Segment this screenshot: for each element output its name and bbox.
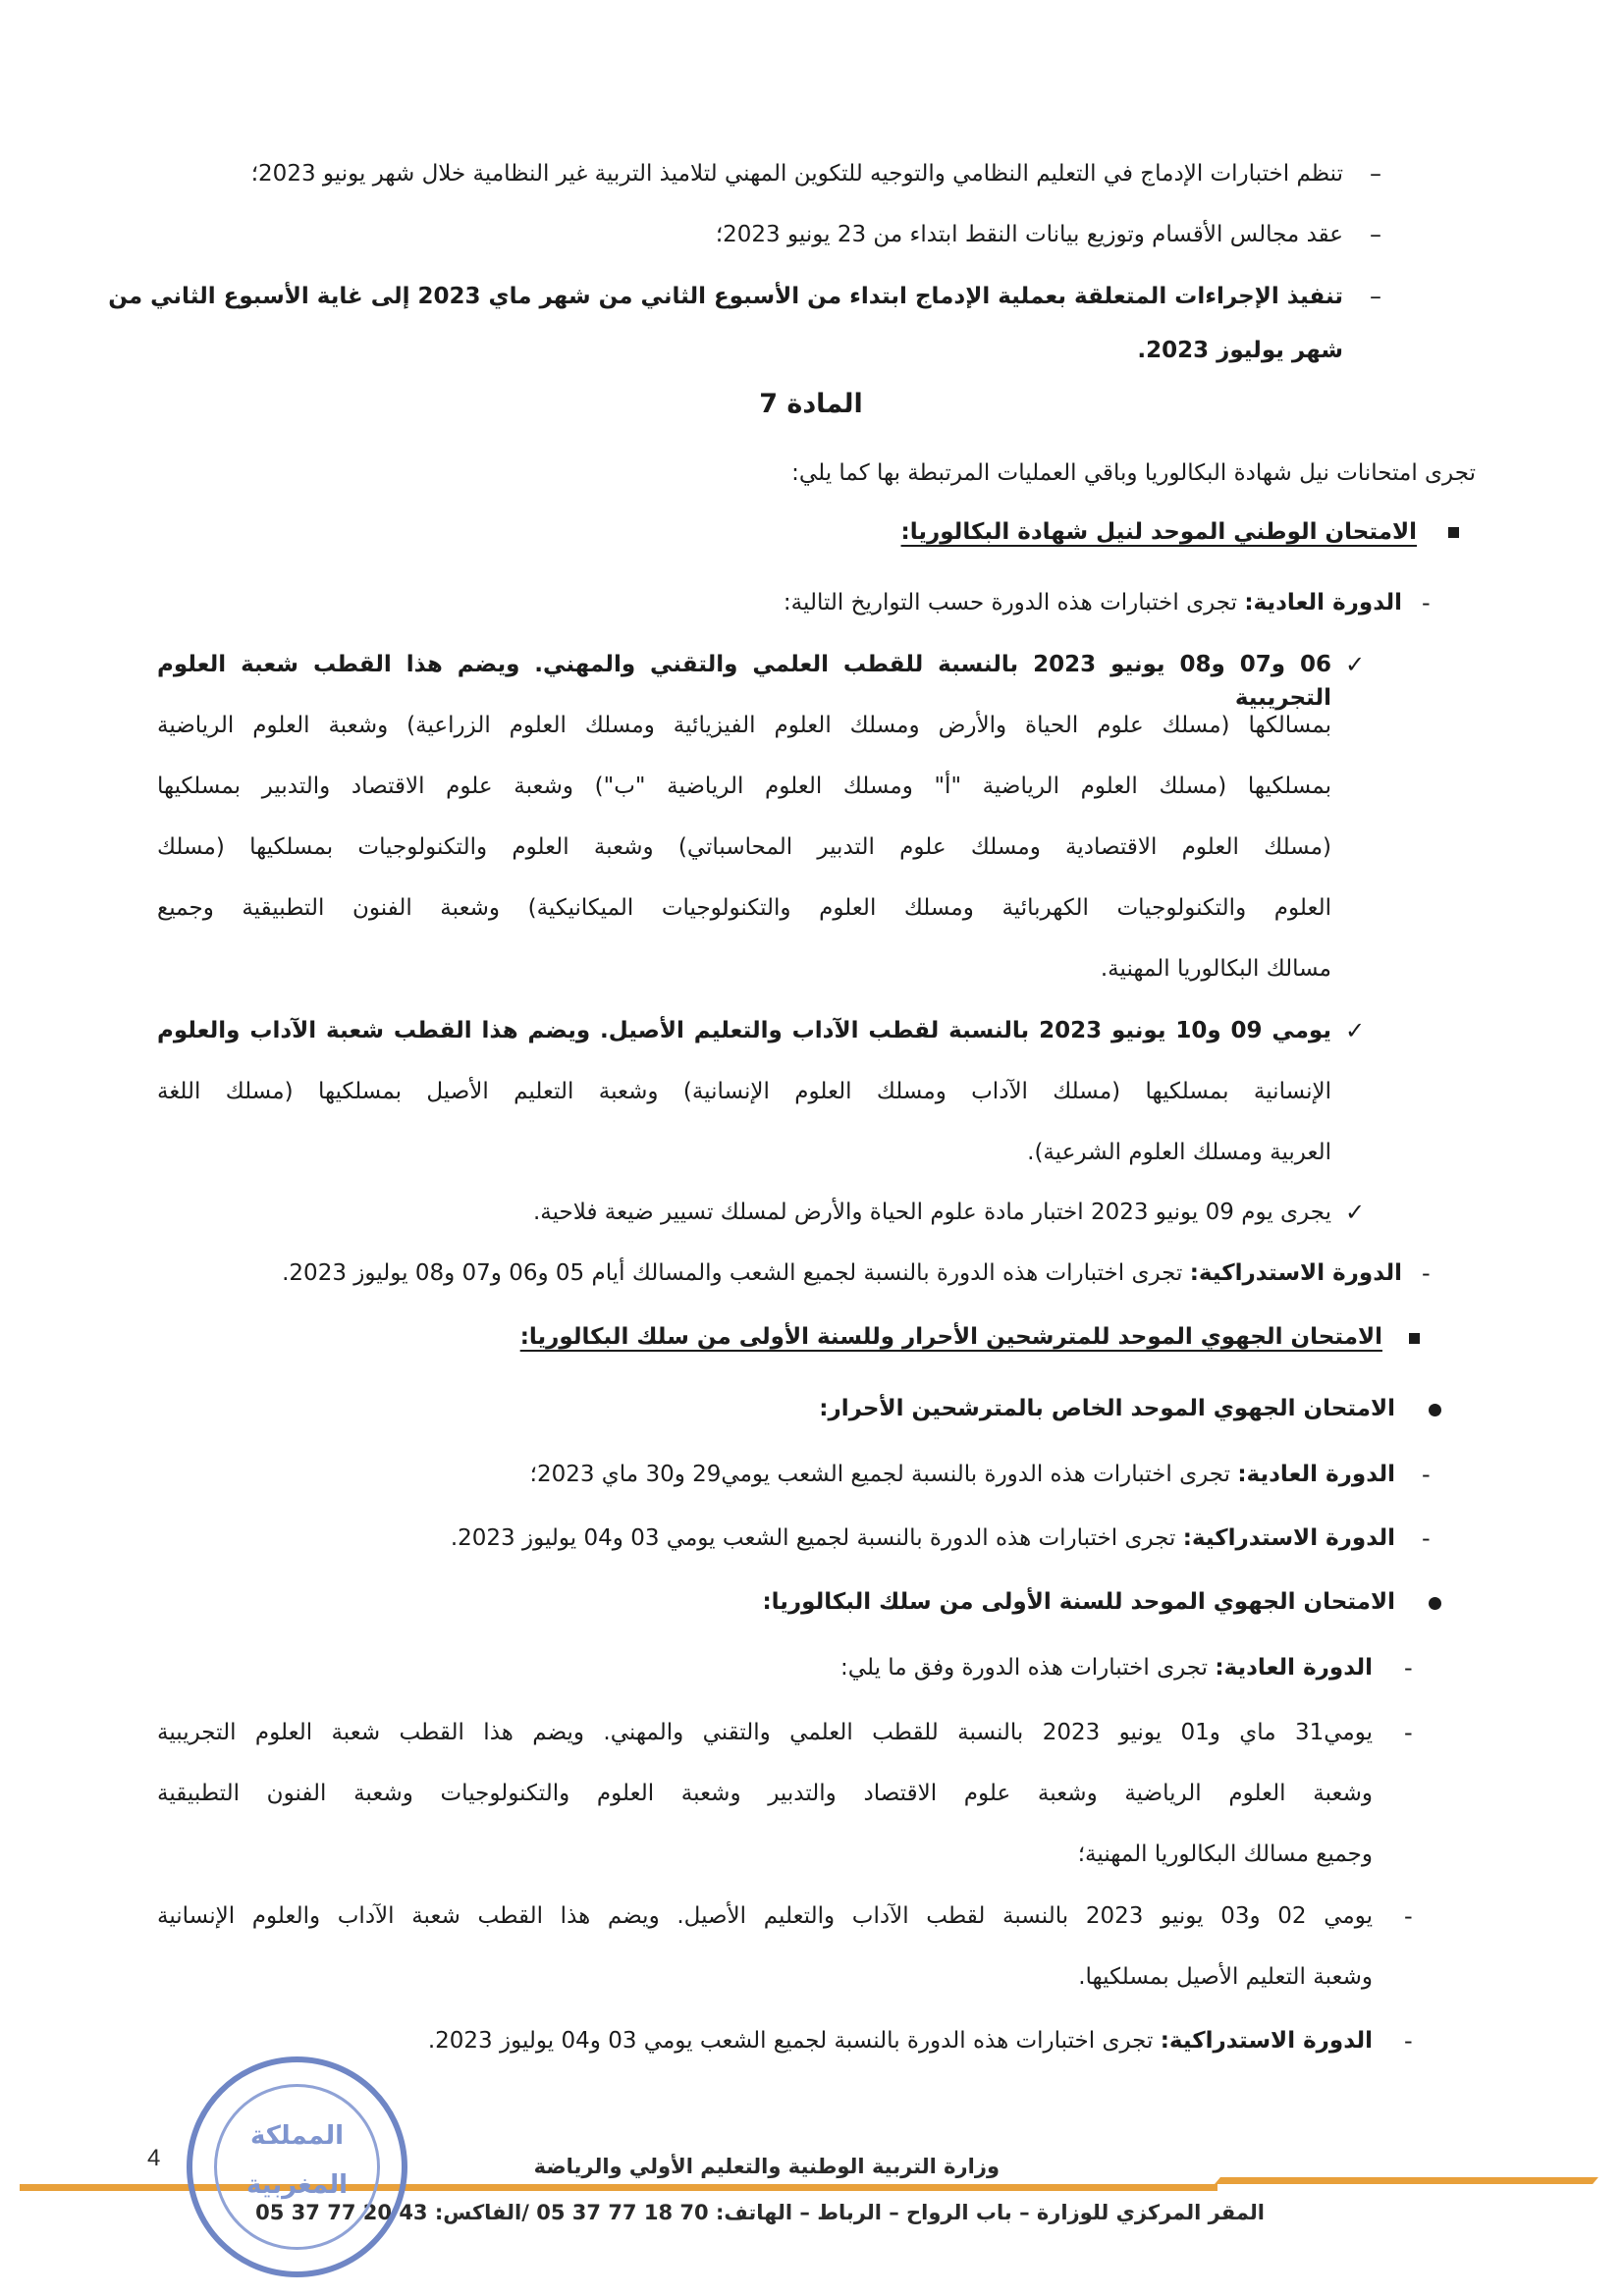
first-year-line: وشعبة التعليم الأصيل بمسلكيها. (1078, 1964, 1373, 1990)
seal-text-top: المملكة (249, 2121, 345, 2151)
normal-session-label: الدورة العادية: (1237, 1462, 1395, 1487)
article-intro: تجرى امتحانات نيل شهادة البكالوريا وباقي العمليات المرتبطة بها كما يلي: (791, 460, 1476, 486)
first-year-line: وجميع مسالك البكالوريا المهنية؛ (1077, 1842, 1373, 1867)
check-item-line: العربية ومسلك العلوم الشرعية). (1027, 1140, 1331, 1165)
catchup-session-label: الدورة الاستدراكية: (1182, 1525, 1395, 1551)
item-integration-procedures-cont: شهر يوليوز 2023. (1137, 338, 1343, 363)
article-title: المادة 7 (759, 389, 863, 419)
free-normal-session-text: تجرى اختبارات هذه الدورة بالنسبة لجميع الشعب يومي29 و30 ماي 2023؛ (529, 1462, 1238, 1487)
dash-bullet: - (1404, 1902, 1413, 1930)
dash-bullet: - (1422, 1524, 1431, 1552)
item-class-councils: عقد مجالس الأقسام وتوزيع بيانات النقط ابتداء من 23 يونيو 2023؛ (715, 222, 1343, 247)
square-bullet (1409, 1333, 1420, 1344)
normal-session-text: تجرى اختبارات هذه الدورة حسب التواريخ التالية: (783, 590, 1245, 615)
check-item-line: (مسلك العلوم الاقتصادية ومسلك علوم التدبير المحاسباتي) وشعبة العلوم والتكنولوجيات بمسلكيها (مسلك (157, 834, 1331, 860)
first-year-catchup-session-text: تجرى اختبارات هذه الدورة بالنسبة لجميع الشعب يومي 03 و04 يوليوز 2023. (427, 2028, 1161, 2054)
dash-bullet: - (1422, 589, 1431, 616)
catchup-session-label: الدورة الاستدراكية: (1189, 1260, 1402, 1286)
dash-bullet: - (1404, 2027, 1413, 2055)
dash-bullet: - (1404, 1654, 1413, 1682)
catchup-session-label: الدورة الاستدراكية: (1160, 2028, 1373, 2054)
seal-inner-ring (214, 2084, 380, 2250)
check-item-line: مسالك البكالوريا المهنية. (1100, 956, 1331, 982)
dash-bullet: – (1370, 283, 1381, 310)
subsection-free-candidates: الامتحان الجهوي الموحد الخاص بالمترشحين الأحرار: (819, 1396, 1395, 1421)
dash-bullet: – (1370, 160, 1381, 187)
footer-orange-bar-accent (1215, 2177, 1598, 2184)
check-item-letters-pole: يومي 09 و10 يونيو 2023 بالنسبة لقطب الآداب والتعليم الأصيل. ويضم هذا القطب شعبة الآداب والعلوم (157, 1018, 1331, 1043)
footer-ministry-name: وزارة التربية الوطنية والتعليم الأولي والرياضة (533, 2155, 1000, 2178)
section-heading-regional-exam: الامتحان الجهوي الموحد للمترشحين الأحرار وللسنة الأولى من سلك البكالوريا: (519, 1324, 1382, 1350)
check-item-farm-management: يجرى يوم 09 يونيو 2023 اختبار مادة علوم الحياة والأرض لمسلك تسيير ضيعة فلاحية. (532, 1200, 1331, 1225)
first-year-normal-session-text: تجرى اختبارات هذه الدورة وفق ما يلي: (840, 1655, 1216, 1681)
round-bullet (1429, 1404, 1441, 1416)
normal-session-label: الدورة العادية: (1215, 1655, 1373, 1681)
check-item-line: بمسالكها (مسلك علوم الحياة والأرض ومسلك العلوم الفيزيائية ومسلك العلوم الزراعية) وشعبة العلوم الرياضية (157, 713, 1331, 738)
first-year-catchup-session-line (428, 2024, 1373, 2057)
dash-bullet: - (1422, 1259, 1431, 1287)
normal-session-label: الدورة العادية: (1244, 590, 1402, 615)
normal-session-line (784, 586, 1402, 619)
seal-text-bottom: المغربية (245, 2170, 349, 2200)
first-year-scientific-pole: يومي31 ماي و01 يونيو 2023 بالنسبة للقطب العلمي والتقني والمهني. ويضم هذا القطب شعبة العلوم التجريبية (157, 1720, 1373, 1745)
dash-bullet: – (1370, 221, 1381, 248)
check-icon: ✓ (1345, 1017, 1366, 1044)
first-year-letters-pole: يومي 02 و03 يونيو 2023 بالنسبة لقطب الآداب والتعليم الأصيل. ويضم هذا القطب شعبة الآداب والعلوم الإنسانية (157, 1903, 1373, 1929)
free-normal-session-line (530, 1458, 1395, 1491)
dash-bullet: - (1422, 1461, 1431, 1488)
round-bullet (1429, 1597, 1441, 1610)
check-item-line: العلوم والتكنولوجيات الكهربائية ومسلك العلوم والتكنولوجيات الميكانيكية) وشعبة الفنون التطبيقية وجميع (157, 895, 1331, 921)
item-integration-tests: تنظم اختبارات الإدماج في التعليم النظامي والتوجيه للتكوين المهني لتلاميذ التربية غير النظامية خلال شهر يونيو 2023؛ (250, 161, 1343, 187)
page-number: 4 (147, 2145, 161, 2171)
check-icon: ✓ (1345, 1199, 1366, 1226)
check-item-line: الإنسانية بمسلكيها (مسلك الآداب ومسلك العلوم الإنسانية) وشعبة التعليم الأصيل بمسلكيها (مسلك اللغة (157, 1079, 1331, 1104)
footer-address: المقر المركزي للوزارة – باب الرواح – الرباط – الهاتف: 70 18 77 37 05 /الفاكس: 43 20 77 37 05 (255, 2201, 1265, 2224)
check-icon: ✓ (1345, 651, 1366, 678)
section-heading-national-exam: الامتحان الوطني الموحد لنيل شهادة البكالوريا: (900, 519, 1417, 545)
first-year-line: وشعبة العلوم الرياضية وشعبة علوم الاقتصاد والتدبير وشعبة العلوم والتكنولوجيات وشعبة الفنون التطبيقية (157, 1781, 1373, 1806)
dash-bullet: - (1404, 1719, 1413, 1746)
item-integration-procedures: تنفيذ الإجراءات المتعلقة بعملية الإدماج ابتداء من الأسبوع الثاني من شهر ماي 2023 إلى غاية الأسبوع الثاني من (108, 284, 1343, 309)
check-item-line: بمسلكيها (مسلك العلوم الرياضية "أ" ومسلك العلوم الرياضية "ب") وشعبة علوم الاقتصاد والتدبير بمسلكيها (157, 774, 1331, 799)
ministry-seal-stamp (187, 2056, 407, 2277)
catchup-session-line (282, 1256, 1402, 1290)
subsection-first-year: الامتحان الجهوي الموحد للسنة الأولى من سلك البكالوريا: (762, 1589, 1395, 1615)
free-catchup-session-line (451, 1522, 1395, 1555)
catchup-session-text: تجرى اختبارات هذه الدورة بالنسبة لجميع الشعب والمسالك أيام 05 و06 و07 و08 يوليوز 2023. (282, 1260, 1190, 1286)
square-bullet (1448, 527, 1459, 538)
free-catchup-session-text: تجرى اختبارات هذه الدورة بالنسبة لجميع الشعب يومي 03 و04 يوليوز 2023. (450, 1525, 1183, 1551)
first-year-normal-session-line (840, 1651, 1373, 1684)
check-item-scientific-pole: 06 و07 و08 يونيو 2023 بالنسبة للقطب العلمي والتقني والمهني. ويضم هذا القطب شعبة العلوم التجريبية (157, 652, 1332, 711)
